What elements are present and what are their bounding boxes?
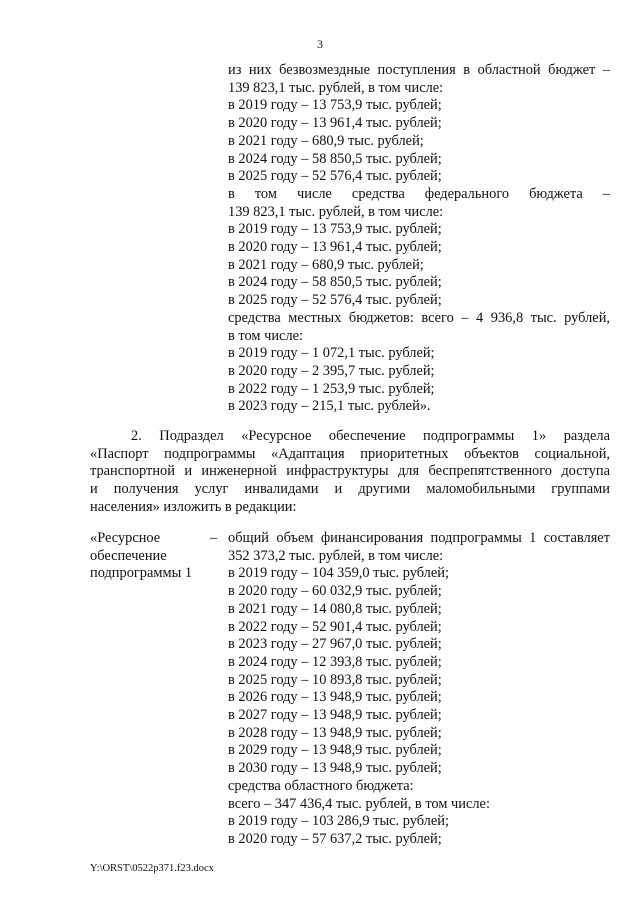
text-line: в 2022 году – 1 253,9 тыс. рублей; bbox=[228, 380, 435, 397]
table-value-line: в 2027 году – 13 948,9 тыс. рублей; bbox=[228, 707, 442, 724]
table-value-line: средства областного бюджета: bbox=[228, 777, 414, 794]
table-value-cell bbox=[228, 530, 610, 849]
table-value-line: в 2024 году – 12 393,8 тыс. рублей; bbox=[228, 653, 442, 670]
text-line: из них безвозмездные поступления в областной бюджет – bbox=[228, 62, 610, 78]
text-line: в 2023 году – 215,1 тыс. рублей». bbox=[228, 398, 431, 415]
text-line: в 2024 году – 58 850,5 тыс. рублей; bbox=[228, 274, 442, 291]
text-line: 139 823,1 тыс. рублей, в том числе: bbox=[228, 203, 444, 220]
table-value-line: в 2023 году – 27 967,0 тыс. рублей; bbox=[228, 636, 442, 653]
paragraph-line: населения» изложить в редакции: bbox=[90, 498, 297, 515]
text-line: в 2025 году – 52 576,4 тыс. рублей; bbox=[228, 168, 442, 185]
paragraph-line: 2. Подраздел «Ресурсное обеспечение подпрограммы 1» раздела bbox=[131, 428, 610, 444]
funding-sources-block bbox=[228, 62, 610, 416]
text-line: 139 823,1 тыс. рублей, в том числе: bbox=[228, 79, 444, 96]
table-label-cell bbox=[90, 530, 218, 583]
text-line: в том числе: bbox=[228, 327, 304, 344]
paragraph-line: и получения услуг инвалидами и другими маломобильными группами bbox=[90, 481, 610, 498]
file-path-footer: Y:\ORST\0522p371.f23.docx bbox=[90, 863, 214, 874]
table-value-line: в 2030 году – 13 948,9 тыс. рублей; bbox=[228, 760, 442, 777]
table-label-line: подпрограммы 1 bbox=[90, 565, 193, 582]
text-line: в 2019 году – 13 753,9 тыс. рублей; bbox=[228, 221, 442, 238]
table-label-line: «Ресурсное bbox=[90, 530, 161, 546]
page-number: 3 bbox=[317, 37, 323, 51]
table-value-line: в 2025 году – 10 893,8 тыс. рублей; bbox=[228, 671, 442, 688]
text-line: в 2021 году – 680,9 тыс. рублей; bbox=[228, 132, 424, 149]
table-value-line: в 2020 году – 57 637,2 тыс. рублей; bbox=[228, 830, 442, 847]
text-line: в 2020 году – 13 961,4 тыс. рублей; bbox=[228, 115, 442, 132]
table-value-line: в 2021 году – 14 080,8 тыс. рублей; bbox=[228, 600, 442, 617]
table-value-line: общий объем финансирования подпрограммы 1 составляет bbox=[228, 530, 610, 546]
table-value-line: в 2028 году – 13 948,9 тыс. рублей; bbox=[228, 724, 442, 741]
text-line: в 2019 году – 1 072,1 тыс. рублей; bbox=[228, 345, 435, 362]
text-line: в 2021 году – 680,9 тыс. рублей; bbox=[228, 256, 424, 273]
table-value-line: в 2026 году – 13 948,9 тыс. рублей; bbox=[228, 689, 442, 706]
text-line: в 2024 году – 58 850,5 тыс. рублей; bbox=[228, 150, 442, 167]
text-line: в 2020 году – 13 961,4 тыс. рублей; bbox=[228, 239, 442, 256]
text-line: в 2025 году – 52 576,4 тыс. рублей; bbox=[228, 292, 442, 309]
table-value-line: в 2019 году – 103 286,9 тыс. рублей; bbox=[228, 813, 449, 830]
paragraph-line: «Паспорт подпрограммы «Адаптация приоритетных объектов социальной, bbox=[90, 445, 610, 462]
table-value-line: 352 373,2 тыс. рублей, в том числе: bbox=[228, 547, 444, 564]
amendment-paragraph bbox=[90, 428, 610, 517]
text-line: в том числе средства федерального бюджета – bbox=[228, 185, 610, 202]
table-value-line: в 2020 году – 60 032,9 тыс. рублей; bbox=[228, 583, 442, 600]
table-value-line: в 2022 году – 52 901,4 тыс. рублей; bbox=[228, 618, 442, 635]
table-dash: – bbox=[210, 530, 218, 546]
table-value-line: в 2029 году – 13 948,9 тыс. рублей; bbox=[228, 742, 442, 759]
paragraph-line: транспортной и инженерной инфраструктуры для беспрепятственного доступа bbox=[90, 463, 610, 480]
text-line: в 2020 году – 2 395,7 тыс. рублей; bbox=[228, 362, 435, 379]
text-line: в 2019 году – 13 753,9 тыс. рублей; bbox=[228, 97, 442, 114]
text-line: средства местных бюджетов: всего – 4 936,8 тыс. рублей, bbox=[228, 309, 610, 326]
table-value-line: всего – 347 436,4 тыс. рублей, в том числе: bbox=[228, 795, 490, 812]
table-label-line: обеспечение bbox=[90, 547, 167, 564]
table-value-line: в 2019 году – 104 359,0 тыс. рублей; bbox=[228, 565, 449, 582]
